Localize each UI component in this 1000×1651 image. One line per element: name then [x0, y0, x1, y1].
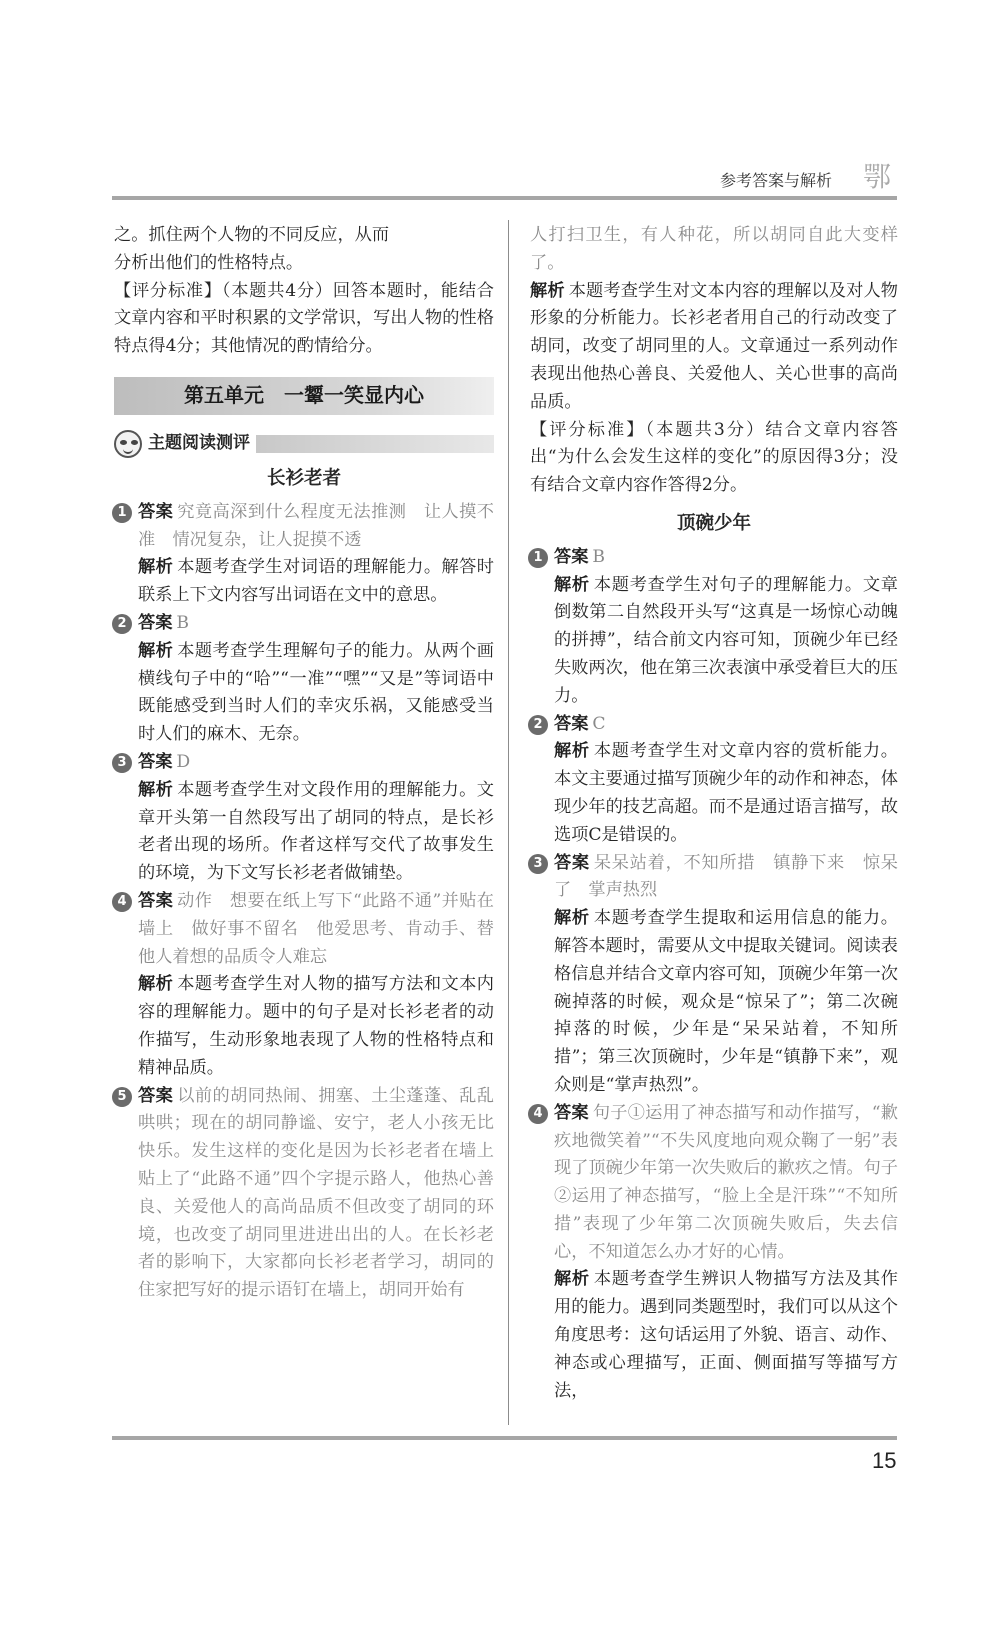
analysis-text: 本题考查学生对词语的理解能力。解答时联系上下文内容写出词语在文中的意思。 — [138, 557, 494, 606]
bottom-rule — [112, 1436, 897, 1440]
question-number: 1 — [112, 503, 132, 523]
answer-text: 动作 想要在纸上写下“此路不通”并贴在墙上 做好事不留名 他爱思考、肯动手、替他人着想的品质令人难忘 — [138, 890, 494, 967]
analysis-label: 解析 — [138, 640, 174, 661]
question-3 — [114, 749, 494, 888]
question-2 — [530, 711, 898, 850]
question-number: 2 — [528, 715, 548, 735]
theme-label: 主题阅读测评 — [148, 433, 250, 454]
analysis-label: 解析 — [554, 574, 590, 595]
answer-text: 呆呆站着，不知所措 镇静下来 惊呆了 掌声热烈 — [554, 852, 898, 901]
page-number: 15 — [872, 1448, 897, 1473]
question-2 — [114, 610, 494, 749]
question-3 — [530, 850, 898, 1100]
analysis-label: 解析 — [554, 908, 590, 929]
answer-text: B — [176, 612, 190, 633]
question-number: 1 — [528, 548, 548, 568]
question-4 — [114, 888, 494, 1083]
intro-line-1: 之。抓住两个人物的不同反应，从而 — [114, 225, 390, 245]
question-number: 4 — [528, 1104, 548, 1124]
question-1 — [530, 544, 898, 711]
answer-label: 答案 — [138, 501, 174, 522]
intro-line-2: 分析出他们的性格特点。 — [114, 252, 304, 273]
analysis-label: 解析 — [554, 741, 590, 762]
column-divider — [508, 220, 509, 1425]
analysis-text: 本题考查学生对人物的描写方法和文本内容的理解能力。题中的句子是对长衫老者的动作描写，生动形象地表现了人物的性格特点和精神品质。 — [138, 974, 494, 1078]
left-column — [114, 222, 494, 1305]
question-number: 2 — [112, 614, 132, 634]
analysis-label: 解析 — [138, 557, 174, 578]
analysis-label: 解析 — [138, 974, 174, 995]
section-title-changshan: 长衫老者 — [266, 467, 341, 489]
question-4 — [530, 1100, 898, 1406]
analysis-label: 解析 — [554, 1269, 590, 1290]
answer-text: 究竟高深到什么程度无法推测 让人摸不准 情况复杂，让人捉摸不透 — [138, 501, 494, 550]
question-number: 5 — [112, 1087, 132, 1107]
analysis-text: 本题考查学生对文本内容的理解以及对人物形象的分析能力。长衫老者用自己的行动改变了胡同，改变了胡同里的人。文章通过一系列动作表现出他热心善良、关爱他人、关心世事的高尚品质。 — [530, 280, 898, 412]
theme-bar — [256, 435, 494, 453]
question-number: 3 — [112, 753, 132, 773]
answer-label: 答案 — [138, 612, 173, 633]
analysis-text: 本题考查学生对句子的理解能力。文章倒数第二自然段开头写“这真是一场惊心动魄的拼搏”，结合前文内容可知，顶碗少年已经失败两次，他在第三次表演中承受着巨大的压力。 — [554, 574, 898, 706]
analysis-text: 本题考查学生对文章内容的赏析能力。本文主要通过描写顶碗少年的动作和神态，体现少年的技艺高超。而不是通过语言描写，故选项C是错误的。 — [554, 741, 898, 845]
analysis-text: 本题考查学生对文段作用的理解能力。文章开头第一自然段写出了胡同的特点，是长衫老者出现的场所。作者这样写交代了故事发生的环境，为下文写长衫老者做铺垫。 — [138, 779, 494, 884]
question-number: 4 — [112, 892, 132, 912]
answer-label: 答案 — [554, 713, 589, 734]
smiley-icon — [114, 430, 142, 458]
unit-banner: 第五单元 一颦一笑显内心 — [114, 377, 494, 415]
right-column — [530, 222, 898, 1405]
answer-text: B — [592, 546, 606, 567]
question-1 — [114, 499, 494, 610]
section-title-dingwan: 顶碗少年 — [676, 512, 751, 534]
answer-label: 答案 — [554, 546, 589, 567]
answer-text: C — [592, 713, 606, 734]
answer-text: D — [176, 751, 191, 772]
answer-label: 答案 — [138, 751, 173, 772]
answer-text: 句子①运用了神态描写和动作描写，“歉疚地微笑着”“不失风度地向观众鞠了一躬”表现了顶碗少年第一次失败后的歉疚之情。句子②运用了神态描写，“脸上全是汗珠”“不知所措”表现了少年第二次顶碗失败后，失去信心，不知道怎么办才好的心情。 — [554, 1102, 898, 1262]
score-standard: 【评分标准】（本题共4分）回答本题时，能结合文章内容和平时积累的文学常识，写出人物的性格特点得4分；其他情况的酌情给分。 — [114, 280, 494, 357]
analysis-label: 解析 — [138, 779, 174, 800]
header-stamp: 鄂 — [862, 160, 891, 193]
question-number: 3 — [528, 854, 548, 874]
score-standard: 【评分标准】（本题共3分）结合文章内容答出“为什么会发生这样的变化”的原因得3分；没有结合文章内容作答得2分。 — [530, 419, 898, 496]
header-title: 参考答案与解析 — [720, 171, 833, 190]
answer-label: 答案 — [554, 852, 590, 873]
answer-label: 答案 — [138, 890, 174, 911]
answer-label: 答案 — [138, 1085, 174, 1106]
answer-text: 以前的胡同热闹、拥塞、土尘蓬蓬、乱乱哄哄；现在的胡同静谧、安宁，老人小孩无比快乐。发生这样的变化是因为长衫老者在墙上贴上了“此路不通”四个字提示路人，他热心善良、关爱他人的高尚品质不但改变了胡同的环境，也改变了胡同里进进出出的人。在长衫老者的影响下，大家都向长衫老者学习，胡同的住家把写好的提示语钉在墙上，胡同开始有 — [138, 1085, 494, 1301]
theme-header — [114, 427, 494, 461]
analysis-text: 本题考查学生提取和运用信息的能力。解答本题时，需要从文中提取关键词。阅读表格信息并结合文章内容可知，顶碗少年第一次碗掉落的时候，观众是“惊呆了”；第二次碗掉落的时候，少年是“呆呆站着，不知所措”；第三次顶碗时，少年是“镇静下来”，观众则是“掌声热烈”。 — [554, 908, 898, 1095]
question-5 — [114, 1083, 494, 1305]
answer-continuation: 人打扫卫生，有人种花，所以胡同自此大变样了。 — [530, 225, 898, 273]
answer-label: 答案 — [554, 1102, 589, 1123]
analysis-text: 本题考查学生理解句子的能力。从两个画横线句子中的“哈”“一准”“嘿”“又是”等词语中既能感受到当时人们的幸灾乐祸，又能感受当时人们的麻木、无奈。 — [138, 640, 494, 745]
analysis-label: 解析 — [530, 280, 565, 301]
analysis-text: 本题考查学生辨识人物描写方法及其作用的能力。遇到同类题型时，我们可以从这个角度思考：这句话运用了外貌、语言、动作、神态或心理描写，正面、侧面描写等描写方法， — [554, 1269, 898, 1401]
top-rule — [112, 196, 897, 200]
